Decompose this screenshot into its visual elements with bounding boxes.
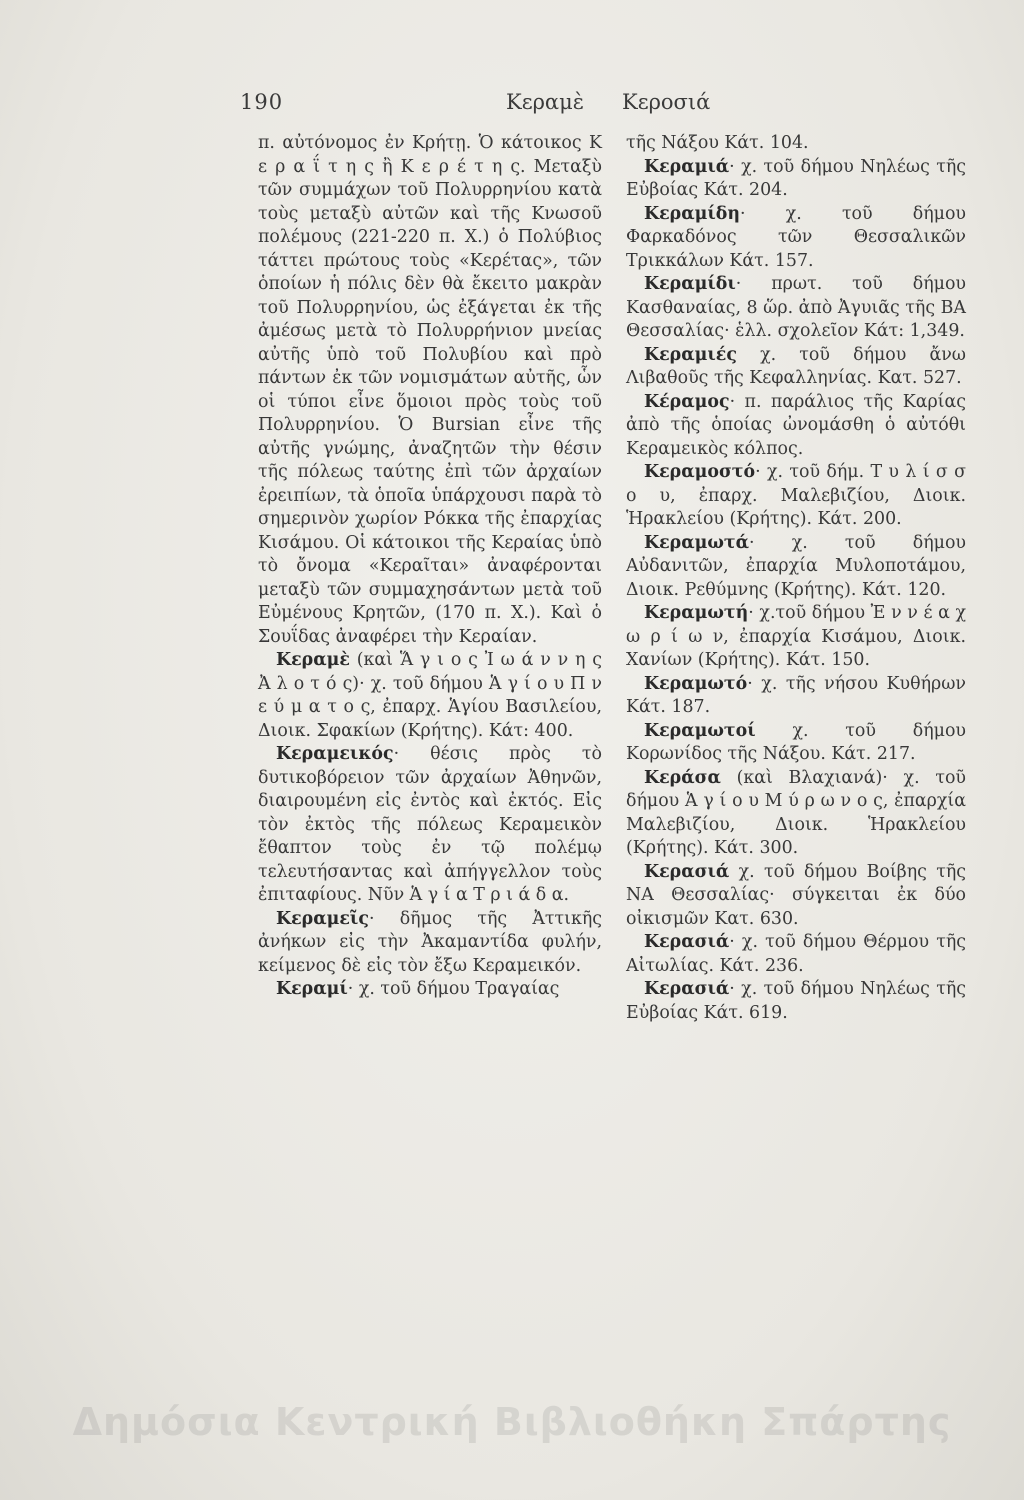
dictionary-entry xyxy=(626,156,966,203)
entry-text: · θέσις πρὸς τὸ δυτικοβόρειον τῶν ἀρχαίων Ἀθηνῶν, διαιρουμένη εἰς ἐντὸς καὶ ἐκτός. Εἰς τὸν ἐκτὸς τῆς πόλεως Κεραμεικὸν ἔθαπτον τοὺς ἐν τῷ πολέμῳ τελευτήσαντας καὶ ἀπήγγελλον τοὺς ἐπιταφίους. Νῦν Ἁ γ ί α Τ ρ ι ά δ α. xyxy=(258,744,602,905)
entry-text: χ. τοῦ δήμου ἄνω Λιβαθοῦς τῆς Κεφαλληνίας. Κατ. 527. xyxy=(626,344,966,388)
entry-headword: Κεραμωτοί xyxy=(644,720,756,741)
left-column xyxy=(258,132,602,1002)
dictionary-entry xyxy=(626,931,966,978)
entry-headword: Κεραμίδη xyxy=(644,203,741,224)
entry-headword: Κεραμεικός xyxy=(276,744,394,764)
dictionary-entry xyxy=(626,673,966,720)
dictionary-entry xyxy=(626,391,966,462)
dictionary-entry xyxy=(258,743,602,908)
dictionary-entry xyxy=(626,273,966,344)
dictionary-entry xyxy=(258,908,602,979)
dictionary-entry xyxy=(626,861,966,932)
entry-headword: Κεραμίδι xyxy=(644,274,736,294)
right-column xyxy=(626,132,966,1025)
dictionary-entry xyxy=(626,720,966,767)
dictionary-entry xyxy=(626,602,966,673)
entry-headword: Κέραμος xyxy=(644,391,730,412)
entry-text: · χ. τοῦ δήμ. Τ υ λ ί σ σ ο υ, ἐπαρχ. Μαλεβιζίου, Διοικ. Ἡρακλείου (Κρήτης). Κάτ. 200. xyxy=(626,462,966,529)
dictionary-entry xyxy=(626,203,966,274)
entry-text: · χ. τοῦ δήμου Φαρκαδόνος τῶν Θεσσαλικῶν Τρικκάλων Κάτ. 157. xyxy=(626,203,966,271)
entry-text: · χ.τοῦ δήμου Ἐ ν ν έ α χ ω ρ ί ω ν, ἐπαρχία Κισάμου, Διοικ. Χανίων (Κρήτης). Κάτ. 150. xyxy=(626,603,966,670)
right-column-opening: τῆς Νάξου Κάτ. 104. xyxy=(626,133,809,153)
entry-headword: Κεραμοστό xyxy=(644,462,756,482)
entry-headword: Κεραμί xyxy=(276,979,348,999)
entry-headword: Κεραμιές xyxy=(644,344,737,365)
dictionary-entry xyxy=(626,461,966,532)
entry-text: (καὶ Ἅ γ ι ο ς Ἰ ω ά ν ν η ς Ἀ λ ο τ ό ς)· χ. τοῦ δήμου Ἁ γ ί ο υ Π ν ε ύ μ α τ ο ς, ἐπαρχ. Ἁγίου Βασιλείου, Διοικ. Σφακίων (Κρήτης). Κάτ: 400. xyxy=(258,650,602,741)
dictionary-entry xyxy=(258,978,602,1002)
guide-word-left: Κεραμὲ xyxy=(506,90,585,114)
entry-headword: Κερασιά xyxy=(644,932,730,952)
entry-text: (καὶ Βλαχιανά)· χ. τοῦ δήμου Ἁ γ ί ο υ Μ ύ ρ ω ν ο ς, ἐπαρχία Μαλεβιζίου, Διοικ. Ἡρακλείου (Κρήτης). Κάτ. 300. xyxy=(626,767,966,858)
entry-text: · πρωτ. τοῦ δήμου Κασθαναίας, 8 ὥρ. ἀπὸ Ἀγυιᾶς τῆς ΒΑ Θεσσαλίας· ἑλλ. σχολεῖον Κάτ: 1,349. xyxy=(626,274,966,341)
entry-headword: Κεραμωτά xyxy=(644,532,750,553)
entry-text: χ. τοῦ δήμου Κορωνίδος τῆς Νάξου. Κάτ. 217. xyxy=(626,720,966,764)
entry-text: · χ. τοῦ δήμου Θέρμου τῆς Αἰτωλίας. Κάτ. 236. xyxy=(626,932,966,976)
entry-text: · χ. τοῦ δήμου Νηλέως τῆς Εὐβοίας Κάτ. 619. xyxy=(626,979,966,1023)
entry-headword: Κερασιά xyxy=(644,861,730,882)
guide-word-right: Κεροσιά xyxy=(622,90,711,114)
dictionary-entry xyxy=(626,978,966,1025)
entry-text: χ. τοῦ δήμου Βοίβης τῆς ΝΑ Θεσσαλίας· σύγκειται ἐκ δύο οἰκισμῶν Κατ. 630. xyxy=(626,861,966,929)
left-column-opening: π. αὐτόνομος ἐν Κρήτῃ. Ὁ κάτοικος Κ ε ρ α ΐ τ η ς ἢ Κ ε ρ έ τ η ς. Μεταξὺ τῶν συμμάχων τοῦ Πολυρρηνίου κατὰ τοὺς μεταξὺ αὐτῶν καὶ τῆς Κνωσοῦ πολέμους (221-220 π. Χ.) ὁ Πολύβιος τάττει πρώτους τοὺς «Κερέτας», τῶν ὁποίων ἡ πόλις δὲν θὰ ἔκειτο μακρὰν τοῦ Πολυρρηνίου, ὡς ἐξάγεται ἐκ τῆς ἀμέσως μετὰ τὸ Πολυρρήνιον μνείας αὐτῆς ὑπὸ τοῦ Πολυβίου καὶ πρὸ πάντων ἐκ τῶν νομισμάτων αὐτῆς, ὧν οἱ τύποι εἶνε ὅμοιοι πρὸς τοὺς τοῦ Πολυρρηνίου. Ὁ Bursian εἶνε τῆς αὐτῆς γνώμης, ἀναζητῶν τὴν θέσιν τῆς πόλεως ταύτης ἐπὶ τῶν ἀρχαίων ἐρειπίων, τὰ ὁποῖα ὑπάρχουσι παρὰ τὸ σημερινὸν χωρίον Ρόκκα τῆς ἐπαρχίας Κισάμου. Οἱ κάτοικοι τῆς Κεραίας ὑπὸ τὸ ὄνομα «Κεραῖται» ἀναφέρονται μεταξὺ τῶν συμμαχησάντων μετὰ τοῦ Εὐμένους Κρητῶν, (170 π. Χ.). Καὶ ὁ Σουΐδας ἀναφέρει τὴν Κεραίαν. xyxy=(258,133,602,647)
entry-headword: Κεράσα xyxy=(644,767,721,788)
entry-headword: Κεραμὲ xyxy=(276,650,350,670)
page-number: 190 xyxy=(240,90,284,114)
entry-text: · π. παράλιος τῆς Καρίας ἀπὸ τῆς ὁποίας ὠνομάσθη ὁ αὐτόθι Κεραμεικὸς κόλπος. xyxy=(626,391,966,459)
entry-headword: Κεραμωτό xyxy=(644,673,748,694)
entry-text: · χ. τοῦ δήμου Αὐδανιτῶν, ἐπαρχία Μυλοποτάμου, Διοικ. Ρεθύμνης (Κρήτης). Κάτ. 120. xyxy=(626,532,966,600)
page-header xyxy=(240,90,800,120)
entry-text: · χ. τῆς νήσου Κυθήρων Κάτ. 187. xyxy=(626,673,966,717)
library-watermark: Δημόσια Κεντρική Βιβλιοθήκη Σπάρτης xyxy=(72,1400,952,1444)
dictionary-entry xyxy=(626,532,966,603)
dictionary-entry xyxy=(258,649,602,743)
entry-text: · δῆμος τῆς Ἀττικῆς ἀνήκων εἰς τὴν Ἀκαμαντίδα φυλήν, κείμενος δὲ εἰς τὸν ἔξω Κεραμεικόν. xyxy=(258,908,602,976)
entry-headword: Κεραμωτή xyxy=(644,603,749,623)
entry-headword: Κεραμεῖς xyxy=(276,908,369,929)
entry-text: · χ. τοῦ δήμου Νηλέως τῆς Εὐβοίας Κάτ. 204. xyxy=(626,156,966,200)
entry-headword: Κεραμιά xyxy=(644,156,730,177)
dictionary-entry xyxy=(626,344,966,391)
entry-headword: Κερασιά xyxy=(644,979,730,999)
entry-text: · χ. τοῦ δήμου Τραγαίας xyxy=(347,979,560,999)
dictionary-entry xyxy=(626,767,966,861)
